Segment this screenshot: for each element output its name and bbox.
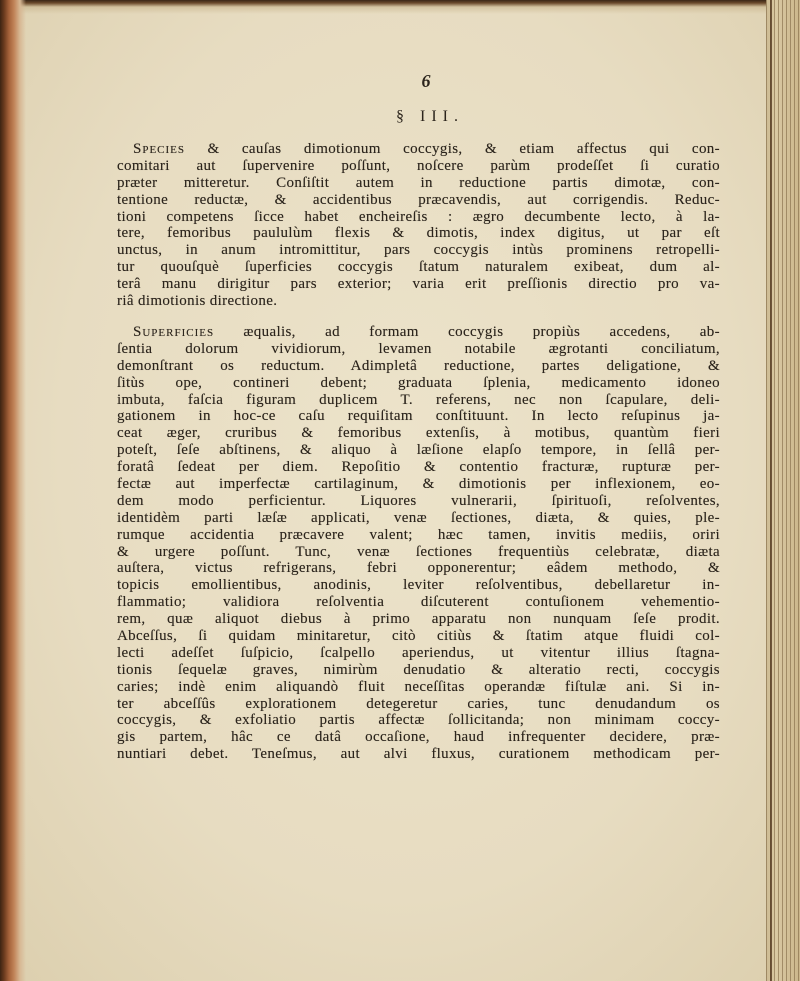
- p2-line-1-text: æqualis, ad formam coccygis propiùs accedens, ab-: [243, 324, 720, 340]
- p1-line-3: præter mitteretur. Conſiſtit autem in reductione partis dimotæ, con-: [117, 174, 720, 191]
- binding-edge: [0, 0, 26, 981]
- section-heading: § III.: [396, 108, 464, 125]
- p2-line-6: gationem in hoc-ce caſu requiſitam conſtituunt. In lecto reſupinus ja-: [117, 408, 720, 425]
- p2-line-19: Abceſſus, ſi quidam minitaretur, citò citiùs & ſtatim atque fluidi col-: [117, 628, 720, 645]
- p1-lead-word: Species: [133, 141, 186, 157]
- p1-line-9: terâ manu dirigitur pars exterior; varia erit preſſionis directio pro va-: [117, 276, 720, 293]
- p2-line-15: auſtera, victus refrigerans, febri opponerentur; eâdem methodo, &: [117, 560, 720, 577]
- page-number: 6: [421, 71, 431, 91]
- paragraph-1: [117, 141, 720, 310]
- p2-lead-word: Superficies: [133, 324, 215, 340]
- p1-line-4: tentione reductæ, & accidentibus præcavendis, aut corrigendis. Reduc-: [117, 191, 720, 208]
- p1-line-2: comitari aut ſupervenire poſſunt, noſcere parùm prodeſſet ſi curatio: [117, 157, 720, 174]
- p1-line-6: tere, femoribus paululùm flexis & dimotis, index digitus, ut par eſt: [117, 225, 720, 242]
- p2-line-10: fectæ aut imperfectæ cartilaginum, & dimotionis per inflexionem, eo-: [117, 476, 720, 493]
- p2-line-8: poteſt, ſeſe abſtinens, & aliquo à læſione elapſo tempore, in ſellâ per-: [117, 442, 720, 459]
- p2-line-11: dem modo perficientur. Liquores vulnerarii, ſpirituoſi, reſolventes,: [117, 492, 720, 509]
- p2-line-3: demonſtrant os reductum. Adimpletâ reductione, partes deligatione, &: [117, 357, 720, 374]
- p2-line-22: caries; indè enim aliquandò fluit neceſſitas operandæ fiſtulæ ani. Si in-: [117, 678, 720, 695]
- page-top-edge: [0, 0, 800, 14]
- p2-line-18: rem, quæ aliquot diebus à primo apparatu non nunquam ſeſe prodit.: [117, 611, 720, 628]
- p2-line-21: tionis ſequelæ graves, nimirùm denudatio & alteratio recti, coccygis: [117, 661, 720, 678]
- p2-line-23: ter abceſſûs explorationem detegeretur caries, tunc denudandum os: [117, 695, 720, 712]
- p2-line-13: rumque accidentia præcavere valent; hæc tamen, invitis mediis, oriri: [117, 526, 720, 543]
- p1-line-5: tioni competens ſicce habet encheireſis : ægro decumbente lecto, à la-: [117, 208, 720, 225]
- paragraph-2: [117, 324, 720, 763]
- p2-line-25: gis partem, hâc ce datâ occaſione, haud infrequenter decidere, præ-: [117, 729, 720, 746]
- page-edge-line: [770, 0, 772, 981]
- p1-line-7: unctus, in anum intromittitur, pars coccygis intùs prominens retropelli-: [117, 242, 720, 259]
- p2-line-20: lecti adeſſet ſuſpicio, ſcalpello aperiendus, ut vitentur illius ſtagna-: [117, 644, 720, 661]
- p2-line-2: ſentia dolorum vividiorum, levamen notabile ægrotanti conciliatum,: [117, 340, 720, 357]
- p1-line-1-text: & cauſas dimotionum coccygis, & etiam affectus qui con-: [207, 141, 720, 157]
- p2-line-24: coccygis, & exfoliatio partis affectæ ſollicitanda; non minimam coccy-: [117, 712, 720, 729]
- p2-line-1: [117, 324, 720, 341]
- p2-line-7: ceat æger, cruribus & femoribus extenſis, à motibus, quantùm fieri: [117, 425, 720, 442]
- p2-line-5: imbuta, faſcia figuram duplicem T. referens, nec non ſcapulare, deli-: [117, 391, 720, 408]
- p1-line-1: [117, 141, 720, 158]
- p2-line-12: identidèm parti læſæ applicati, venæ ſectiones, diæta, & quies, ple-: [117, 509, 720, 526]
- p1-line-10: riâ dimotionis directione.: [117, 293, 278, 310]
- p1-line-8: tur quouſquè ſuperficies coccygis ſtatum naturalem exibeat, dum al-: [117, 259, 720, 276]
- p2-line-16: topicis emollientibus, anodinis, leviter reſolventibus, debellaretur in-: [117, 577, 720, 594]
- p2-line-17: flammatio; validiora reſolventia diſcuterent contuſionem vehementio-: [117, 594, 720, 611]
- p2-line-14: & urgere poſſunt. Tunc, venæ ſectiones frequentiùs celebratæ, diæta: [117, 543, 720, 560]
- p2-line-26: nuntiari debet. Teneſmus, aut alvi fluxus, curationem methodicam per-: [117, 746, 720, 763]
- p2-line-9: foratâ ſedeat per diem. Repoſitio & contentio fracturæ, rupturæ per-: [117, 459, 720, 476]
- p2-line-4: ſitùs ope, contineri debent; graduata ſplenia, medicamento idoneo: [117, 374, 720, 391]
